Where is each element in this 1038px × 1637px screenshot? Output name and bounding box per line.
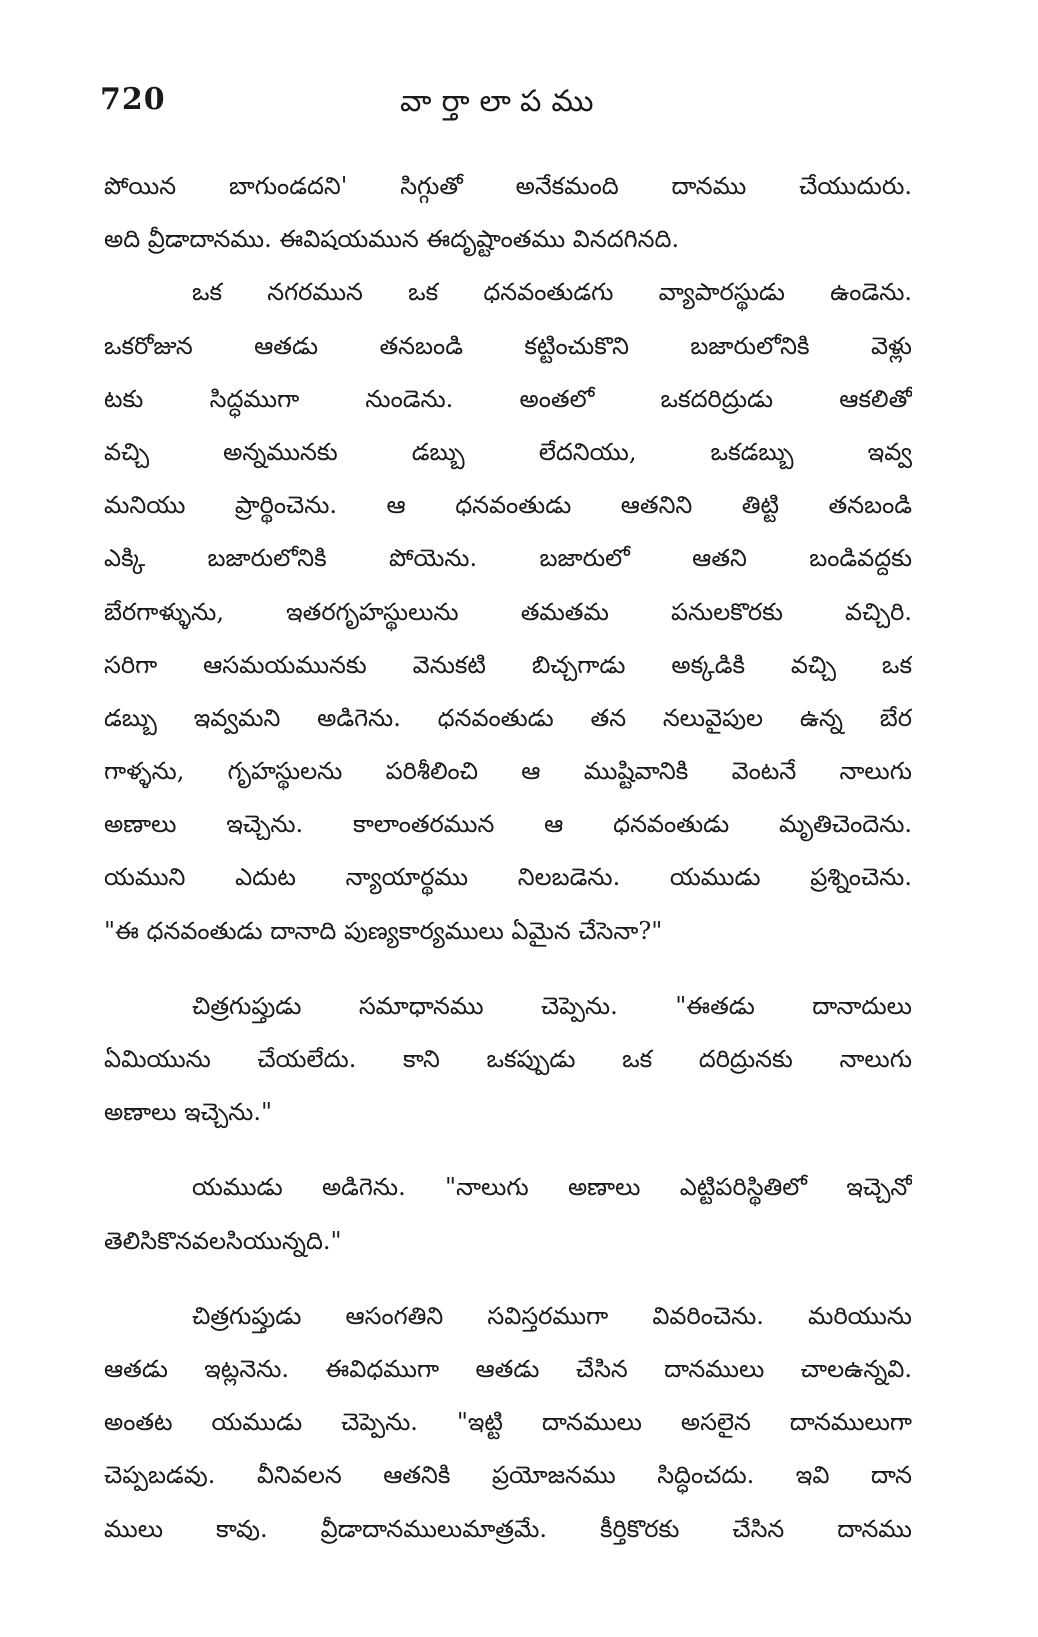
text-line: చిత్రగుప్తుడు సమాధానము చెప్పెను. "ఈతడు దానాదులు — [192, 991, 912, 1020]
text-line: యముడు అడిగెను. "నాలుగు అణాలు ఎట్టిపరిస్థితిలో ఇచ్చెనో — [192, 1173, 912, 1202]
paragraph — [104, 160, 912, 266]
text-line: ఏమియును చేయలేదు. కాని ఒకప్పుడు ఒక దరిద్రునకు నాలుగు — [104, 1045, 912, 1073]
body-text — [104, 160, 912, 1556]
text-line: ఒక నగరమున ఒక ధనవంతుడగు వ్యాపారస్థుడు ఉండెను. — [192, 278, 912, 307]
paragraph — [104, 1161, 912, 1267]
text-line: ఒకరోజున ఆతడు తనబండి కట్టించుకొని బజారులోనికి వెళ్లు — [104, 331, 912, 360]
text-line: ఆతడు ఇట్లనెను. ఈవిధముగా ఆతడు చేసిన దానములు చాలఉన్నవి. — [104, 1354, 912, 1383]
text-line: మనియు ప్రార్థించెను. ఆ ధనవంతుడు ఆతనిని తిట్టి తనబండి — [104, 491, 912, 520]
text-line: తెలిసికొనవలసియున్నది." — [104, 1226, 342, 1255]
page-header — [100, 82, 920, 142]
text-line: చిత్రగుప్తుడు ఆసంగతిని సవిస్తరముగా వివరించెను. మరియును — [192, 1301, 912, 1330]
text-line: అంతట యముడు చెప్పెను. "ఇట్టి దానములు అసలైన దానములుగా — [104, 1408, 912, 1437]
text-line: అది వ్రీడాదానము. ఈవిషయమున ఈదృష్టాంతము వినదగినది. — [104, 225, 680, 254]
text-line: డబ్బు ఇవ్వమని అడిగెను. ధనవంతుడు తన నలువైపుల ఉన్న బేర — [104, 703, 912, 732]
paragraph — [104, 980, 912, 1140]
text-line: పోయిన బాగుండదని' సిగ్గుతో అనేకమంది దానము చేయుదురు. — [104, 172, 912, 200]
page-number: 720 — [100, 82, 166, 117]
text-line: వచ్చి అన్నమునకు డబ్బు లేదనియు, ఒకడబ్బు ఇవ్వ — [104, 437, 912, 466]
paragraph — [104, 266, 912, 957]
text-line: యముని ఎదుట న్యాయార్థము నిలబడెను. యముడు ప్రశ్నించెను. — [104, 863, 912, 892]
text-line: అణాలు ఇచ్చెను." — [104, 1098, 273, 1127]
text-line: టకు సిద్ధముగా నుండెను. అంతలో ఒకదరిద్రుడు ఆకలితో — [104, 384, 912, 413]
paragraph — [104, 1290, 912, 1556]
text-line: అణాలు ఇచ్చెను. కాలాంతరమున ఆ ధనవంతుడు మృతిచెందెను. — [104, 810, 912, 839]
text-line: సరిగా ఆసమయమునకు వెనుకటి బిచ్చగాడు అక్కడికి వచ్చి ఒక — [104, 650, 912, 679]
text-line: ములు కావు. వ్రీడాదానములుమాత్రమే. కీర్తికొరకు చేసిన దానము — [104, 1514, 912, 1543]
text-line: గాళ్ళను, గృహస్థులను పరిశీలించి ఆ ముష్టివానికి వెంటనే నాలుగు — [104, 757, 912, 786]
text-line: ఎక్కి బజారులోనికి పోయెను. బజారులో ఆతని బండివద్దకు — [104, 544, 912, 573]
text-line: "ఈ ధనవంతుడు దానాది పుణ్యకార్యములు ఏమైన చేసెనా?" — [104, 916, 663, 945]
running-title: వార్తాలాపము — [400, 84, 604, 119]
text-line: చెప్పబడవు. వీనివలన ఆతనికి ప్రయోజనము సిద్ధించదు. ఇవి దాన — [104, 1461, 912, 1490]
text-line: బేరగాళ్ళును, ఇతరగృహస్థులును తమతమ పనులకొరకు వచ్చిరి. — [104, 597, 912, 626]
